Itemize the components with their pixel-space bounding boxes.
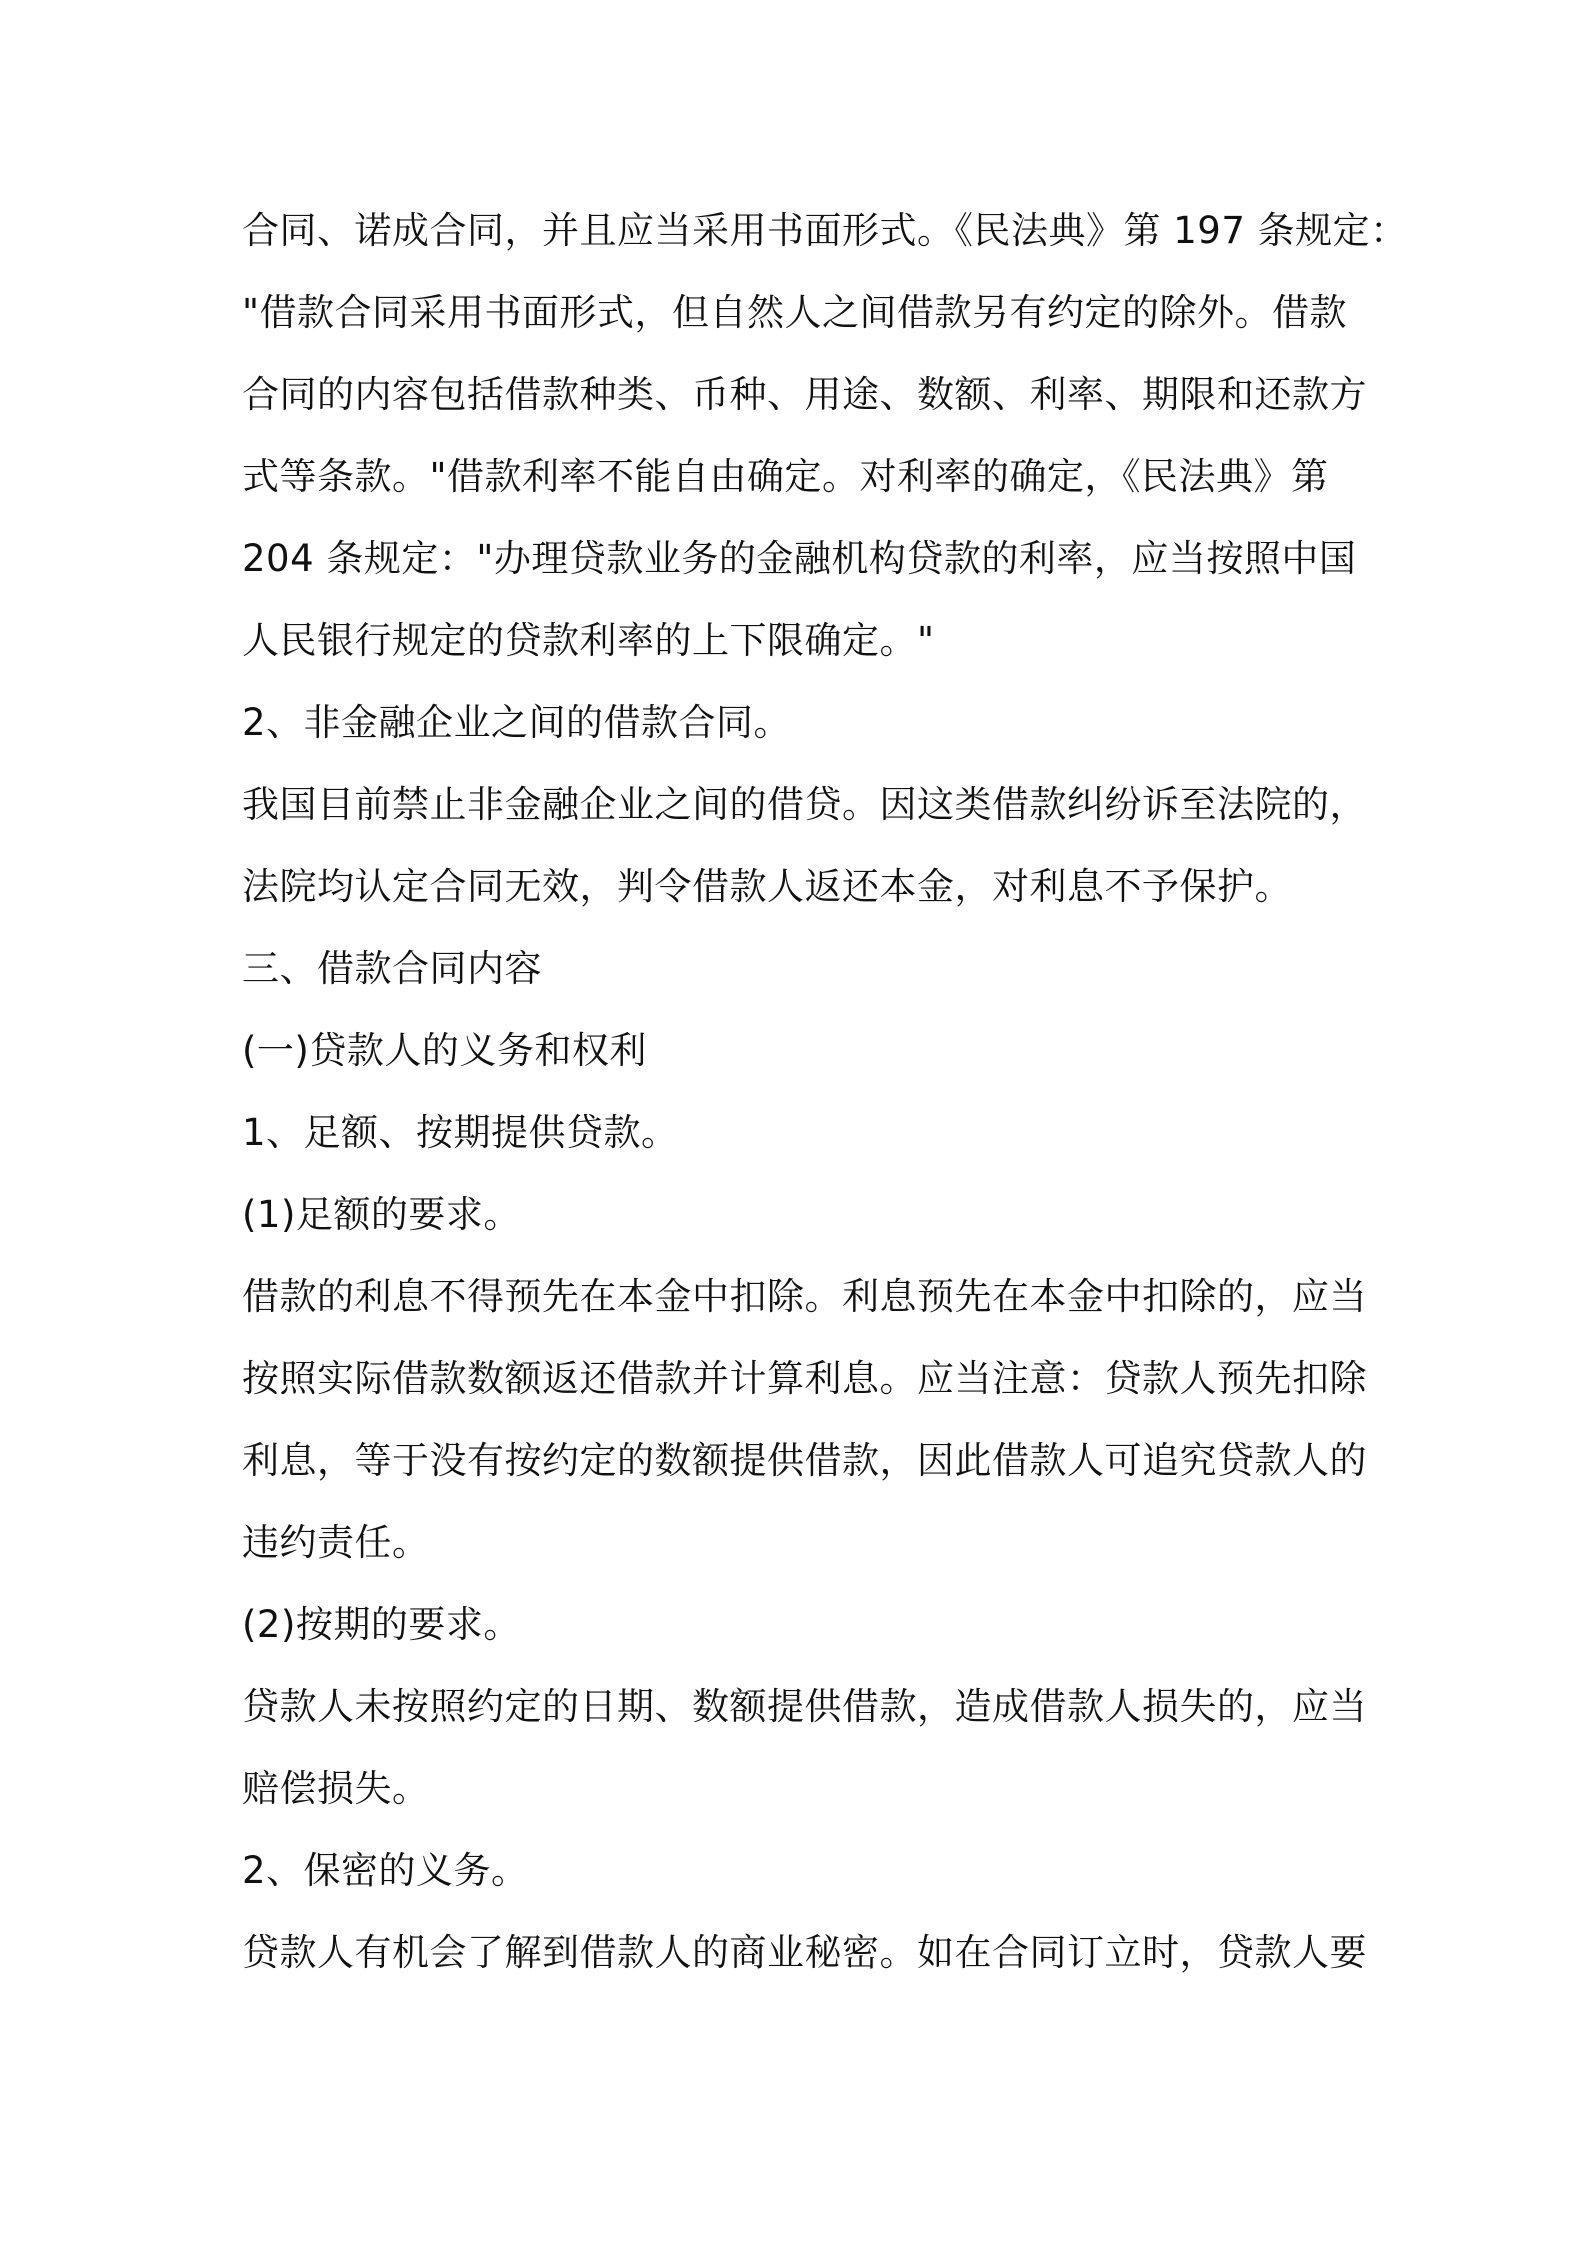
text-line: 贷款人有机会了解到借款人的商业秘密。如在合同订立时，贷款人要	[242, 1931, 1367, 1974]
section-heading: (一)贷款人的义务和权利	[242, 1029, 647, 1072]
section-heading: (1)足额的要求。	[242, 1193, 521, 1236]
text-line: 赔偿损失。	[242, 1767, 430, 1810]
text-line: 借款的利息不得预先在本金中扣除。利息预先在本金中扣除的，应当	[242, 1275, 1367, 1318]
text-line: 按照实际借款数额返还借款并计算利息。应当注意：贷款人预先扣除	[242, 1357, 1367, 1400]
section-heading: (2)按期的要求。	[242, 1603, 521, 1646]
section-heading: 2、非金融企业之间的借款合同。	[242, 701, 792, 744]
text-line: 我国目前禁止非金融企业之间的借贷。因这类借款纠纷诉至法院的，	[242, 783, 1367, 826]
text-line: 利息，等于没有按约定的数额提供借款，因此借款人可追究贷款人的	[242, 1439, 1367, 1482]
section-heading: 2、保密的义务。	[242, 1849, 529, 1892]
text-line: 法院均认定合同无效，判令借款人返还本金，对利息不予保护。	[242, 865, 1292, 908]
text-line: 合同的内容包括借款种类、币种、用途、数额、利率、期限和还款方	[242, 373, 1367, 416]
text-line: 贷款人未按照约定的日期、数额提供借款，造成借款人损失的，应当	[242, 1685, 1367, 1728]
text-line: 204 条规定："办理贷款业务的金融机构贷款的利率，应当按照中国	[242, 537, 1357, 580]
section-heading: 三、借款合同内容	[242, 947, 542, 990]
document-body	[242, 190, 1408, 1994]
section-heading: 1、足额、按期提供贷款。	[242, 1111, 679, 1154]
text-line: 合同、诺成合同，并且应当采用书面形式。《民法典》第 197 条规定：	[242, 209, 1408, 252]
text-line: "借款合同采用书面形式，但自然人之间借款另有约定的除外。借款	[242, 291, 1348, 334]
text-line: 式等条款。"借款利率不能自由确定。对利率的确定，《民法典》第	[242, 455, 1329, 498]
text-line: 人民银行规定的贷款利率的上下限确定。"	[242, 619, 935, 662]
text-line: 违约责任。	[242, 1521, 430, 1564]
